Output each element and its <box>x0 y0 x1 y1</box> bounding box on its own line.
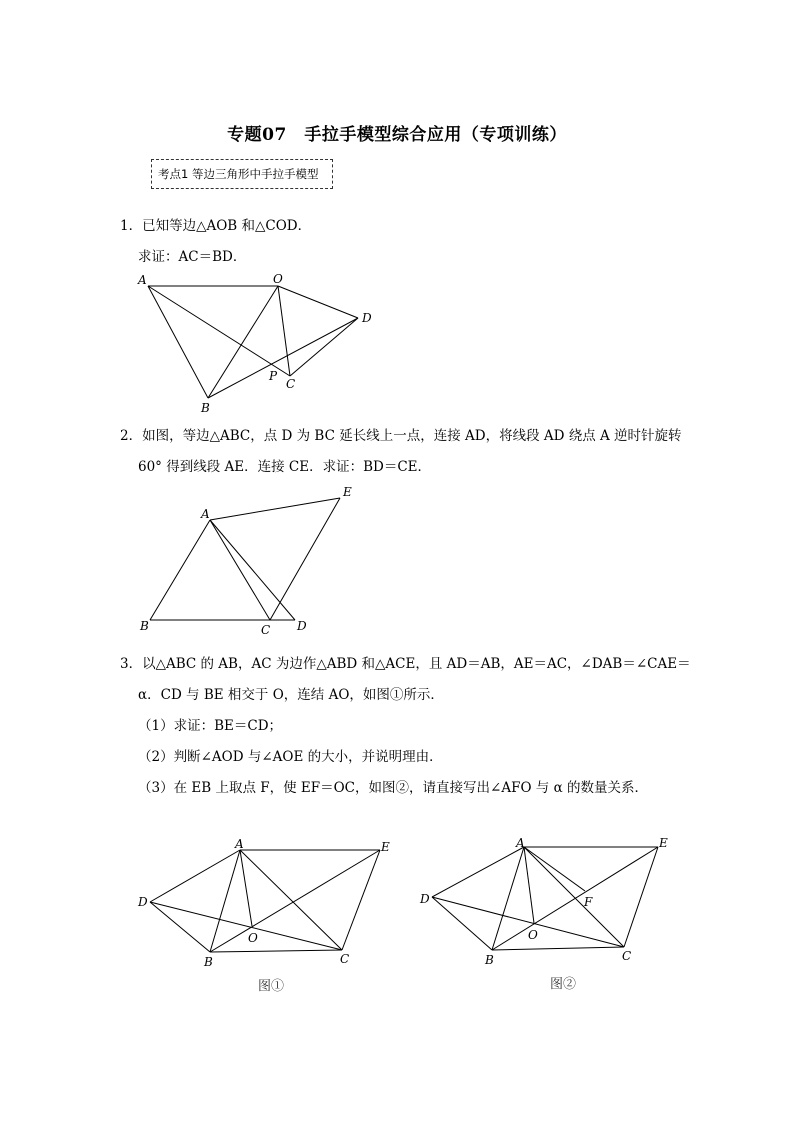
label-C: C <box>340 952 350 966</box>
label-O: O <box>273 272 283 286</box>
label-D: D <box>362 311 372 325</box>
label-B: B <box>140 619 149 633</box>
figure-problem-1 <box>130 268 380 418</box>
problem-3-part-1: （1）求证：BE＝CD； <box>138 718 283 734</box>
problem-3-statement-cont: α．CD 与 BE 相交于 O，连结 AO，如图①所示． <box>138 687 444 703</box>
label-C: C <box>286 377 296 391</box>
label-D: D <box>138 895 148 909</box>
problem-3-statement: 3．以△ABC 的 AB，AC 为边作△ABD 和△ACE，且 AD＝AB，AE＝AC，∠DAB＝∠CAE＝ <box>120 656 691 672</box>
figure-problem-3-fig1 <box>130 830 400 1000</box>
problem-1-statement: 1．已知等边△AOB 和△COD． <box>120 218 312 234</box>
label-O: O <box>528 928 538 942</box>
problem-3-part-2: （2）判断∠AOD 与∠AOE 的大小，并说明理由． <box>138 749 443 765</box>
figure-caption-1: 图① <box>258 979 285 994</box>
label-C: C <box>622 949 632 963</box>
label-D: D <box>297 619 307 633</box>
label-F: F <box>584 895 593 909</box>
label-E: E <box>659 836 668 850</box>
problem-2-statement-cont: 60° 得到线段 AE．连接 CE．求证：BD＝CE． <box>138 459 432 475</box>
problem-2-statement: 2．如图，等边△ABC，点 D 为 BC 延长线上一点，连接 AD，将线段 AD 绕点 A 逆时针旋转 <box>120 428 682 444</box>
label-B: B <box>485 953 494 967</box>
section-tag: 考点1 等边三角形中手拉手模型 <box>151 159 333 189</box>
figure-problem-3-fig2 <box>410 825 680 995</box>
problem-3-part-3: （3）在 EB 上取点 F，使 EF＝OC，如图②，请直接写出∠AFO 与 α 的数量关系． <box>138 780 648 796</box>
problem-1-prove: 求证：AC＝BD． <box>138 249 247 265</box>
label-A: A <box>201 507 210 521</box>
label-A: A <box>138 273 147 287</box>
label-A: A <box>516 836 525 850</box>
figure-caption-2: 图② <box>550 977 577 992</box>
label-O: O <box>248 931 258 945</box>
page-title: 专题07 手拉手模型综合应用（专项训练） <box>227 125 567 145</box>
label-B: B <box>201 401 210 415</box>
figure-problem-2 <box>135 480 375 640</box>
label-A: A <box>235 837 244 851</box>
label-E: E <box>343 485 352 499</box>
label-E: E <box>381 840 390 854</box>
label-P: P <box>269 369 278 383</box>
label-B: B <box>204 955 213 969</box>
label-D: D <box>420 892 430 906</box>
label-C: C <box>261 623 271 637</box>
